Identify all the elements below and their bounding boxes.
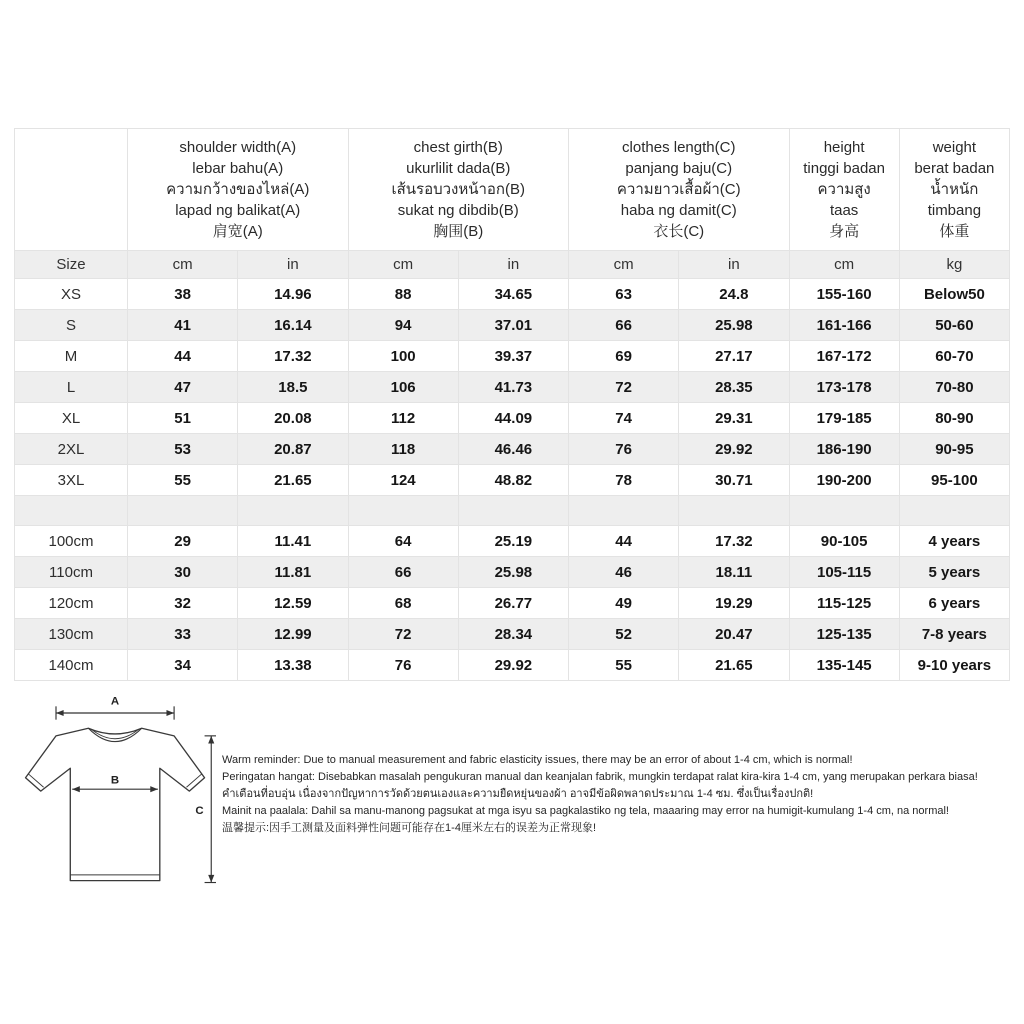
size-cell: S	[15, 310, 128, 341]
value-cell: 29	[128, 526, 238, 557]
size-cell: Size	[15, 251, 128, 279]
header-line: weight	[932, 139, 977, 156]
size-cell: 120cm	[15, 588, 128, 619]
size-row-3XL	[15, 465, 1010, 496]
dimension-b-label: B	[110, 774, 120, 787]
value-cell: 29.92	[679, 434, 789, 465]
reminder-line: คำเตือนที่อบอุ่น เนื่องจากปัญหาการวัดด้วยตนเองและความยืดหยุ่นของผ้า อาจมีข้อผิดพลาดประมาณ 1-4 ซม. ซึ่งเป็นเรื่องปกติ!	[222, 788, 814, 800]
value-cell: 21.65	[679, 650, 789, 681]
value-cell: 135-145	[789, 650, 899, 681]
value-cell: 44	[128, 341, 238, 372]
value-cell	[128, 496, 238, 526]
value-cell: 12.99	[238, 619, 348, 650]
value-cell: 80-90	[899, 403, 1009, 434]
value-cell: 50-60	[899, 310, 1009, 341]
value-cell: 25.98	[679, 310, 789, 341]
value-cell: 4 years	[899, 526, 1009, 557]
size-row-2XL	[15, 434, 1010, 465]
value-cell: 48.82	[458, 465, 568, 496]
size-row-140cm	[15, 650, 1010, 681]
value-cell: 51	[128, 403, 238, 434]
value-cell: in	[238, 251, 348, 279]
value-cell: 106	[348, 372, 458, 403]
value-cell: 25.19	[458, 526, 568, 557]
value-cell: 90-105	[789, 526, 899, 557]
header-line: berat badan	[914, 160, 995, 177]
column-group-header-weight	[899, 129, 1009, 251]
value-cell: 64	[348, 526, 458, 557]
value-cell: 161-166	[789, 310, 899, 341]
value-cell: 20.47	[679, 619, 789, 650]
dimension-c-label: C	[195, 804, 204, 817]
value-cell: cm	[128, 251, 238, 279]
value-cell: 34	[128, 650, 238, 681]
size-cell: 2XL	[15, 434, 128, 465]
value-cell	[899, 496, 1009, 526]
value-cell: 37.01	[458, 310, 568, 341]
value-cell: 69	[569, 341, 679, 372]
value-cell: 44	[569, 526, 679, 557]
header-line: tinggi badan	[803, 160, 885, 177]
value-cell	[238, 496, 348, 526]
column-group-header-shoulder-width	[128, 129, 349, 251]
value-cell: 70-80	[899, 372, 1009, 403]
size-cell: XL	[15, 403, 128, 434]
value-cell: 78	[569, 465, 679, 496]
size-row-100cm	[15, 526, 1010, 557]
size-cell: XS	[15, 279, 128, 310]
header-line: ความกว้างของไหล่(A)	[166, 181, 310, 198]
value-cell: 39.37	[458, 341, 568, 372]
reminder-line: Warm reminder: Due to manual measurement and fabric elasticity issues, there may be an error of about 1-4 cm, which is normal!	[222, 754, 853, 766]
value-cell: 55	[569, 650, 679, 681]
value-cell: cm	[789, 251, 899, 279]
value-cell: kg	[899, 251, 1009, 279]
header-line: haba ng damit(C)	[620, 202, 737, 219]
size-row-S	[15, 310, 1010, 341]
header-line: เส้นรอบวงหน้าอก(B)	[391, 181, 526, 198]
value-cell: 26.77	[458, 588, 568, 619]
value-cell: 63	[569, 279, 679, 310]
value-cell: 6 years	[899, 588, 1009, 619]
value-cell	[789, 496, 899, 526]
value-cell: 30	[128, 557, 238, 588]
size-cell	[15, 496, 128, 526]
header-line: ukurlilit dada(B)	[406, 160, 511, 177]
value-cell: 17.32	[679, 526, 789, 557]
value-cell: 112	[348, 403, 458, 434]
header-line: clothes length(C)	[622, 139, 736, 156]
value-cell: 41.73	[458, 372, 568, 403]
value-cell: 186-190	[789, 434, 899, 465]
value-cell: 52	[569, 619, 679, 650]
value-cell: 95-100	[899, 465, 1009, 496]
tshirt-diagram	[16, 692, 216, 894]
value-cell: 17.32	[238, 341, 348, 372]
dimension-a-arrow	[56, 706, 174, 719]
value-cell: 76	[569, 434, 679, 465]
corner-cell	[15, 129, 128, 251]
size-cell: L	[15, 372, 128, 403]
header-line: sukat ng dibdib(B)	[397, 202, 519, 219]
value-cell: cm	[348, 251, 458, 279]
value-cell	[679, 496, 789, 526]
column-group-header-chest-girth	[348, 129, 569, 251]
dimension-a-label: A	[110, 695, 120, 708]
value-cell: 27.17	[679, 341, 789, 372]
header-line: lebar bahu(A)	[192, 160, 284, 177]
value-cell: in	[679, 251, 789, 279]
value-cell: 30.71	[679, 465, 789, 496]
value-cell: 47	[128, 372, 238, 403]
header-line: height	[823, 139, 865, 156]
header-line: shoulder width(A)	[179, 139, 297, 156]
warm-reminder-text	[222, 752, 1017, 837]
value-cell: 16.14	[238, 310, 348, 341]
reminder-line: Peringatan hangat: Disebabkan masalah pengukuran manual dan keanjalan fabrik, mungkin terdapat ralat kira-kira 1-4 cm, yang merupakan perkara biasa!	[222, 771, 978, 783]
header-line: chest girth(B)	[413, 139, 503, 156]
value-cell: cm	[569, 251, 679, 279]
header-line: น้ำหนัก	[930, 181, 979, 198]
value-cell: 124	[348, 465, 458, 496]
value-cell: 28.34	[458, 619, 568, 650]
reminder-line: 温馨提示:因手工测量及面料弹性问题可能存在1-4厘米左右的误差为正常现象!	[222, 822, 597, 834]
value-cell: 88	[348, 279, 458, 310]
value-cell: 33	[128, 619, 238, 650]
value-cell: 28.35	[679, 372, 789, 403]
size-cell: 110cm	[15, 557, 128, 588]
header-line: ความยาวเสื้อผ้า(C)	[616, 181, 741, 198]
size-cell: 100cm	[15, 526, 128, 557]
value-cell: 7-8 years	[899, 619, 1009, 650]
size-row-M	[15, 341, 1010, 372]
value-cell: 29.31	[679, 403, 789, 434]
value-cell: 100	[348, 341, 458, 372]
header-line: timbang	[927, 202, 982, 219]
value-cell: 49	[569, 588, 679, 619]
value-cell	[569, 496, 679, 526]
value-cell: Below50	[899, 279, 1009, 310]
size-cell: 140cm	[15, 650, 128, 681]
size-chart-table	[14, 128, 1010, 681]
header-line: 衣长(C)	[653, 223, 705, 240]
value-cell: 115-125	[789, 588, 899, 619]
tshirt-outline	[26, 728, 205, 880]
header-line: ความสูง	[817, 181, 871, 198]
value-cell: 11.81	[238, 557, 348, 588]
size-cell: 130cm	[15, 619, 128, 650]
value-cell	[458, 496, 568, 526]
value-cell: 46.46	[458, 434, 568, 465]
dimension-c-arrow	[205, 736, 216, 883]
value-cell: 20.87	[238, 434, 348, 465]
size-row-XL	[15, 403, 1010, 434]
value-cell: 32	[128, 588, 238, 619]
value-cell: 53	[128, 434, 238, 465]
value-cell: 18.5	[238, 372, 348, 403]
table-header-row	[15, 129, 1010, 251]
value-cell: 66	[569, 310, 679, 341]
size-row-130cm	[15, 619, 1010, 650]
value-cell: 5 years	[899, 557, 1009, 588]
value-cell: 11.41	[238, 526, 348, 557]
value-cell: 173-178	[789, 372, 899, 403]
value-cell: 13.38	[238, 650, 348, 681]
header-line: panjang baju(C)	[625, 160, 733, 177]
value-cell: 20.08	[238, 403, 348, 434]
header-line: taas	[829, 202, 859, 219]
column-group-header-height	[789, 129, 899, 251]
size-row-L	[15, 372, 1010, 403]
value-cell: 12.59	[238, 588, 348, 619]
value-cell: 72	[569, 372, 679, 403]
value-cell: 41	[128, 310, 238, 341]
value-cell: 29.92	[458, 650, 568, 681]
value-cell: 155-160	[789, 279, 899, 310]
size-row-XS	[15, 279, 1010, 310]
value-cell: 94	[348, 310, 458, 341]
unit-row	[15, 251, 1010, 279]
value-cell	[348, 496, 458, 526]
value-cell: 25.98	[458, 557, 568, 588]
value-cell: 19.29	[679, 588, 789, 619]
value-cell: 118	[348, 434, 458, 465]
value-cell: 105-115	[789, 557, 899, 588]
value-cell: 74	[569, 403, 679, 434]
header-line: 体重	[939, 223, 970, 240]
value-cell: 55	[128, 465, 238, 496]
size-row-110cm	[15, 557, 1010, 588]
value-cell: 179-185	[789, 403, 899, 434]
value-cell: 46	[569, 557, 679, 588]
value-cell: 72	[348, 619, 458, 650]
value-cell: 167-172	[789, 341, 899, 372]
value-cell: 90-95	[899, 434, 1009, 465]
value-cell: 24.8	[679, 279, 789, 310]
reminder-line: Mainit na paalala: Dahil sa manu-manong pagsukat at mga isyu sa pagkalastiko ng tela, maaaring may error na humigit-kumulang 1-4 cm, na normal!	[222, 805, 949, 817]
column-group-header-clothes-length	[569, 129, 790, 251]
value-cell: 125-135	[789, 619, 899, 650]
spacer-row	[15, 496, 1010, 526]
value-cell: 21.65	[238, 465, 348, 496]
header-line: lapad ng balikat(A)	[175, 202, 301, 219]
value-cell: in	[458, 251, 568, 279]
value-cell: 76	[348, 650, 458, 681]
value-cell: 38	[128, 279, 238, 310]
value-cell: 60-70	[899, 341, 1009, 372]
value-cell: 44.09	[458, 403, 568, 434]
header-line: 身高	[829, 223, 860, 240]
value-cell: 68	[348, 588, 458, 619]
value-cell: 14.96	[238, 279, 348, 310]
size-cell: M	[15, 341, 128, 372]
header-line: 肩宽(A)	[212, 223, 263, 240]
value-cell: 9-10 years	[899, 650, 1009, 681]
size-cell: 3XL	[15, 465, 128, 496]
value-cell: 66	[348, 557, 458, 588]
header-line: 胸围(B)	[433, 223, 484, 240]
value-cell: 34.65	[458, 279, 568, 310]
value-cell: 190-200	[789, 465, 899, 496]
size-row-120cm	[15, 588, 1010, 619]
value-cell: 18.11	[679, 557, 789, 588]
